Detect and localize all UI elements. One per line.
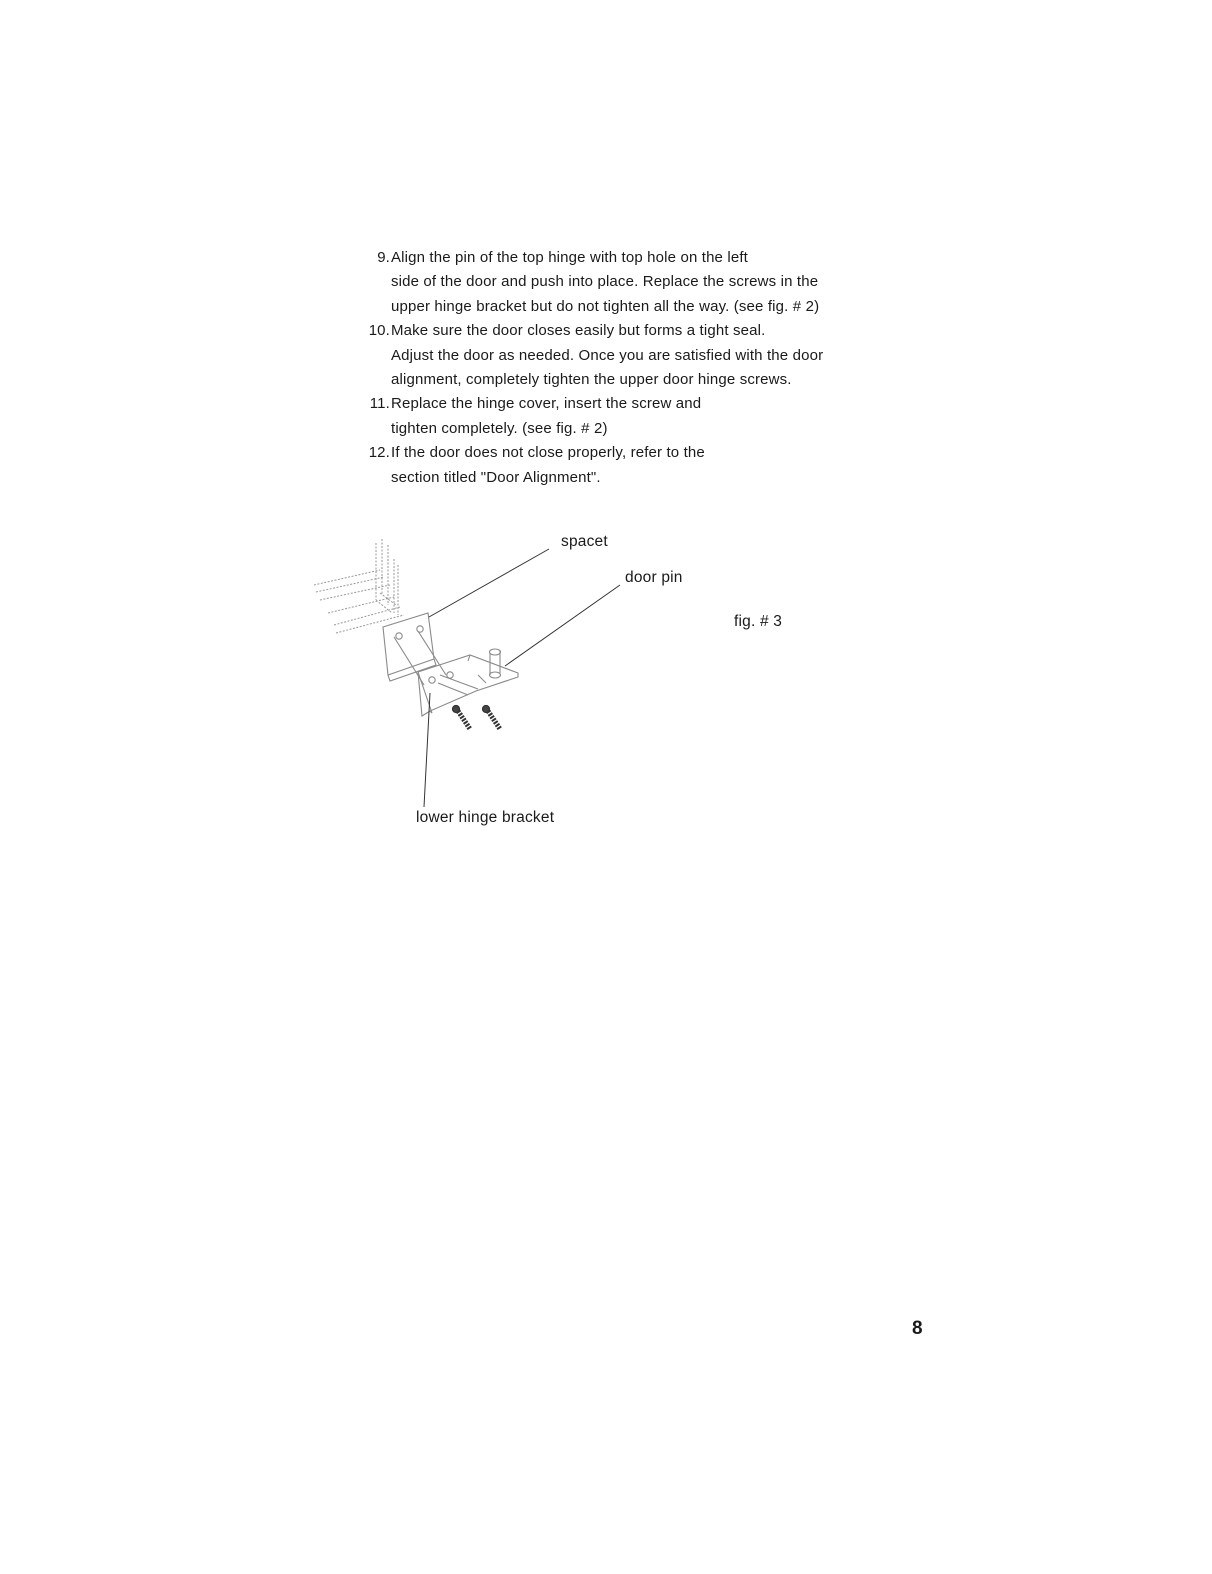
hinge-figure — [300, 525, 820, 835]
lower-hinge-bracket — [418, 655, 518, 713]
step-text — [390, 246, 915, 319]
step-line: alignment, completely tighten the upper door hinge screws. — [391, 371, 792, 389]
spacer-leader-line — [429, 549, 549, 617]
screw — [458, 711, 470, 729]
instruction-steps — [355, 246, 915, 490]
step-number: 10. — [368, 322, 390, 340]
step-line: section titled "Door Alignment". — [391, 468, 601, 486]
step-text — [390, 441, 915, 490]
door-pin-leader-line — [505, 585, 620, 666]
screw — [488, 711, 500, 729]
page-number: 8 — [912, 1318, 923, 1339]
door-pin-label: door pin — [625, 569, 683, 586]
step-text — [390, 319, 915, 392]
lower-hinge-bracket-label: lower hinge bracket — [416, 809, 555, 826]
lower-hinge-bracket-leader-line — [424, 693, 430, 807]
figure-caption: fig. # 3 — [734, 613, 783, 630]
hinge-illustration — [300, 525, 820, 835]
step-number: 9. — [377, 249, 390, 266]
step-12 — [355, 441, 915, 490]
step-line: If the door does not close properly, refer to the — [391, 444, 705, 462]
step-11 — [355, 392, 915, 441]
step-line: side of the door and push into place. Replace the screws in the — [391, 273, 819, 291]
step-line: Make sure the door closes easily but forms a tight seal. — [391, 322, 766, 340]
step-line: Adjust the door as needed. Once you are satisfied with the door — [391, 346, 824, 364]
step-line: Replace the hinge cover, insert the screw and — [391, 395, 702, 413]
spacer-label: spacet — [561, 533, 608, 550]
step-line: tighten completely. (see fig. # 2) — [391, 419, 608, 437]
step-line: upper hinge bracket but do not tighten all the way. (see fig. # 2) — [391, 297, 820, 315]
step-text — [390, 392, 915, 441]
step-10 — [355, 319, 915, 392]
step-number: 12. — [368, 444, 390, 462]
step-line: Align the pin of the top hinge with top hole on the left — [391, 249, 748, 266]
step-9 — [355, 246, 915, 319]
step-number: 11. — [369, 395, 390, 413]
